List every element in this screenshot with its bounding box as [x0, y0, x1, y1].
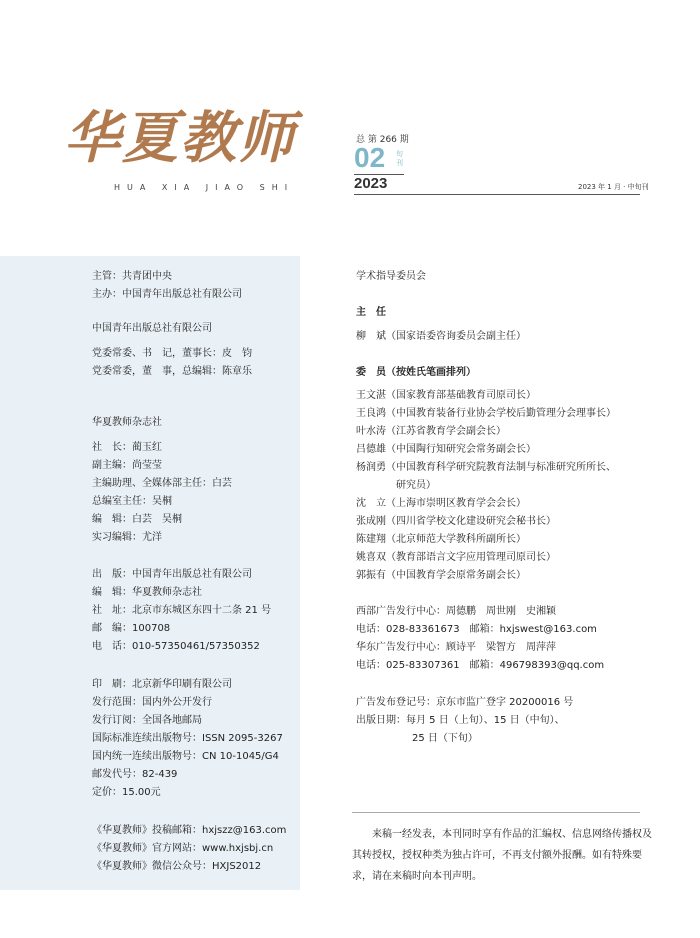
leader-line: 党委常委，董 事，总编辑：陈章乐: [92, 366, 252, 377]
print-line: 定价：15.00元: [92, 787, 161, 798]
member-entry: 杨润勇（中国教育科学研究院教育法制与标准研究所所长、: [356, 462, 616, 473]
ad-line: 华东广告发行中心：顾诗平 梁智方 周萍萍: [356, 642, 556, 653]
publisher-company: 中国青年出版总社有限公司: [92, 323, 212, 334]
staff-line: 实习编辑：尤洋: [92, 532, 162, 543]
sponsor: 主办：中国青年出版总社有限公司: [92, 289, 242, 300]
notice-divider: [352, 812, 640, 813]
member-entry: 张成刚（四川省学校文化建设研究会秘书长）: [356, 516, 556, 527]
member-entry: 研究员）: [356, 480, 436, 491]
print-line: 发行范围：国内外公开发行: [92, 697, 212, 708]
member-entry: 王良鸿（中国教育装备行业协会学校后勤管理分会理事长）: [356, 408, 616, 419]
print-line: 发行订阅：全国各地邮局: [92, 715, 202, 726]
member-entry: 陈建翔（北京师范大学教科所副所长）: [356, 534, 526, 545]
publication-date-cont: 25 日（下旬）: [412, 733, 478, 744]
contact-line: 电 话：010-57350461/57350352: [92, 641, 260, 652]
staff-line: 编 辑：白芸 吴桐: [92, 514, 182, 525]
supervisor: 主管：共青团中央: [92, 271, 172, 282]
staff-line: 总编室主任：吴桐: [92, 496, 172, 507]
director-label: 主 任: [356, 307, 386, 318]
contact-line: 邮 编：100708: [92, 623, 171, 634]
member-entry: 沈 立（上海市崇明区教育学会会长）: [356, 498, 526, 509]
magazine-office: 华夏教师杂志社: [92, 417, 162, 428]
leader-line: 党委常委、书 记，董事长：皮 钧: [92, 348, 252, 359]
magazine-logo: 华夏教师: [64, 105, 296, 171]
magazine-logo-pinyin: HUA XIA JIAO SHI: [114, 183, 295, 192]
issue-year: 2023: [354, 175, 388, 192]
contact-line: 社 址：北京市东城区东四十二条 21 号: [92, 605, 272, 616]
member-entry: 姚喜双（教育部语言文字应用管理司原司长）: [356, 552, 556, 563]
member-entry: 王文湛（国家教育部基础教育司原司长）: [356, 390, 536, 401]
ad-line: 电话：025-83307361 邮箱：496798393@qq.com: [356, 660, 605, 671]
staff-line: 主编助理、全媒体部主任：白芸: [92, 478, 232, 489]
member-entry: 吕德雄（中国陶行知研究会常务副会长）: [356, 444, 536, 455]
online-line: 《华夏教师》投稿邮箱：hxjszz@163.com: [92, 825, 287, 836]
ad-line: 电话：028-83361673 邮箱：hxjswest@163.com: [356, 624, 597, 635]
committee-heading: 学术指导委员会: [356, 271, 426, 282]
staff-line: 社 长：蔺玉红: [92, 442, 162, 453]
staff-line: 副主编：尚莹莹: [92, 460, 162, 471]
print-line: 国际标准连续出版物号：ISSN 2095-3267: [92, 733, 283, 744]
ad-line: 西部广告发行中心：周德鹏 周世刚 史湘颖: [356, 606, 556, 617]
contact-line: 编 辑：华夏教师杂志社: [92, 587, 202, 598]
issue-date: 2023 年 1 月 · 中旬刊: [578, 183, 649, 191]
copyright-notice: 来稿一经发表，本刊同时享有作品的汇编权、信息网络传播权及其转授权，授权种类为独占许可，不再支付额外报酬。如有特殊要求，请在来稿时向本刊声明。: [352, 829, 652, 882]
masthead-divider: [354, 194, 640, 195]
issue-number: 02: [354, 142, 386, 173]
print-line: 邮发代号：82-439: [92, 769, 178, 780]
member-entry: 郭振有（中国教育学会原常务副会长）: [356, 570, 526, 581]
director-entry: 柳 斌（国家语委咨询委员会副主任）: [356, 331, 526, 342]
ad-registration: 广告发布登记号：京东市监广登字 20200016 号: [356, 697, 574, 708]
print-line: 印 刷：北京新华印刷有限公司: [92, 679, 232, 690]
members-label: 委 员（按姓氏笔画排列）: [356, 367, 476, 378]
print-line: 国内统一连续出版物号：CN 10-1045/G4: [92, 751, 279, 762]
issue-frequency: 旬刊: [396, 150, 403, 167]
publication-date: 出版日期：每月 5 日（上旬）、15 日（中旬）、: [356, 715, 565, 726]
member-entry: 叶水涛（江苏省教育学会副会长）: [356, 426, 506, 437]
online-line: 《华夏教师》微信公众号：HXJS2012: [92, 861, 262, 872]
total-issue-number: 总 第 266 期: [356, 135, 409, 145]
online-line: 《华夏教师》官方网站：www.hxjsbj.cn: [92, 843, 274, 854]
contact-line: 出 版：中国青年出版总社有限公司: [92, 569, 252, 580]
